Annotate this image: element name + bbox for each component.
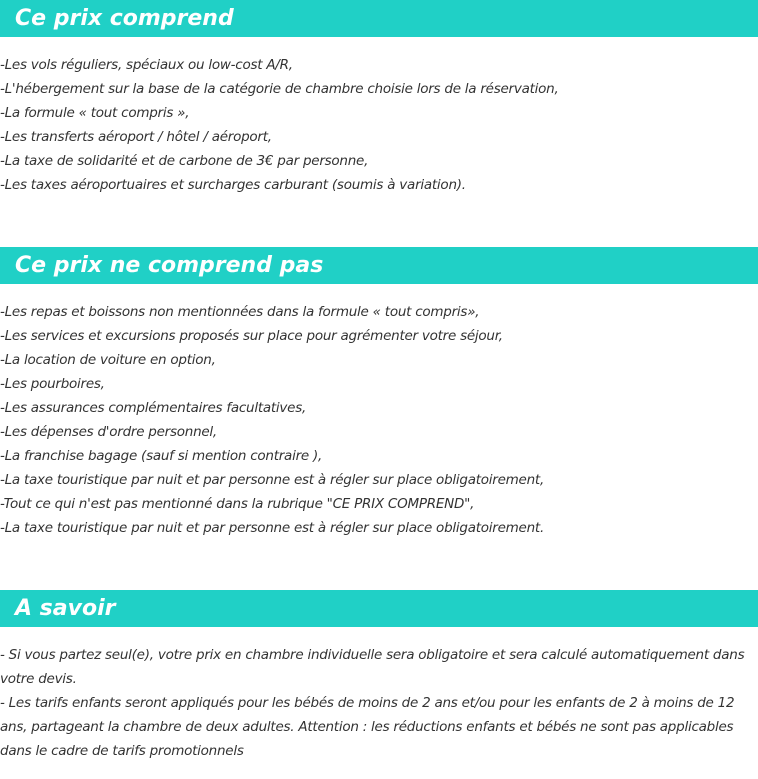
list-item: -La taxe touristique par nuit et par personne est à régler sur place obligatoirement. — [0, 520, 544, 536]
included-list — [0, 53, 758, 197]
list-item: -Les taxes aéroportuaires et surcharges carburant (soumis à variation). — [0, 177, 466, 193]
section-header-know — [0, 590, 758, 627]
list-item: -Les assurances complémentaires facultatives, — [0, 400, 307, 416]
section-header-excluded — [0, 247, 758, 284]
section-header-included — [0, 0, 758, 37]
section-title-included: Ce prix comprend — [15, 6, 234, 31]
list-item: -La franchise bagage (sauf si mention contraire ), — [0, 448, 323, 464]
list-item: -Les pourboires, — [0, 376, 105, 392]
section-title-know: A savoir — [15, 596, 116, 621]
know-paragraph: - Si vous partez seul(e), votre prix en chambre individuelle sera obligatoire et sera calculé automatiquement dans votre devis. — [0, 647, 745, 687]
list-item: -Les dépenses d'ordre personnel, — [0, 424, 217, 440]
list-item: -Tout ce qui n'est pas mentionné dans la rubrique "CE PRIX COMPREND", — [0, 496, 475, 512]
list-item: -La taxe touristique par nuit et par personne est à régler sur place obligatoirement, — [0, 472, 544, 488]
list-item: -Les transferts aéroport / hôtel / aéroport, — [0, 129, 272, 145]
list-item: -La location de voiture en option, — [0, 352, 216, 368]
know-paragraph: - Les tarifs enfants seront appliqués pour les bébés de moins de 2 ans et/ou pour les enfants de 2 à moins de 12 ans, partageant la chambre de deux adultes. Attention : les réductions enfants et bébés ne sont pas applicables dans le cadre de tarifs promotionnels — [0, 695, 735, 759]
list-item: -Les services et excursions proposés sur place pour agrémenter votre séjour, — [0, 328, 503, 344]
list-item: -L'hébergement sur la base de la catégorie de chambre choisie lors de la réservation, — [0, 81, 559, 97]
excluded-list — [0, 300, 758, 540]
list-item: -La taxe de solidarité et de carbone de 3€ par personne, — [0, 153, 369, 169]
list-item: -Les vols réguliers, spéciaux ou low-cost A/R, — [0, 57, 293, 73]
list-item: -Les repas et boissons non mentionnées dans la formule « tout compris», — [0, 304, 480, 320]
section-title-excluded: Ce prix ne comprend pas — [15, 253, 324, 278]
list-item: -La formule « tout compris », — [0, 105, 190, 121]
